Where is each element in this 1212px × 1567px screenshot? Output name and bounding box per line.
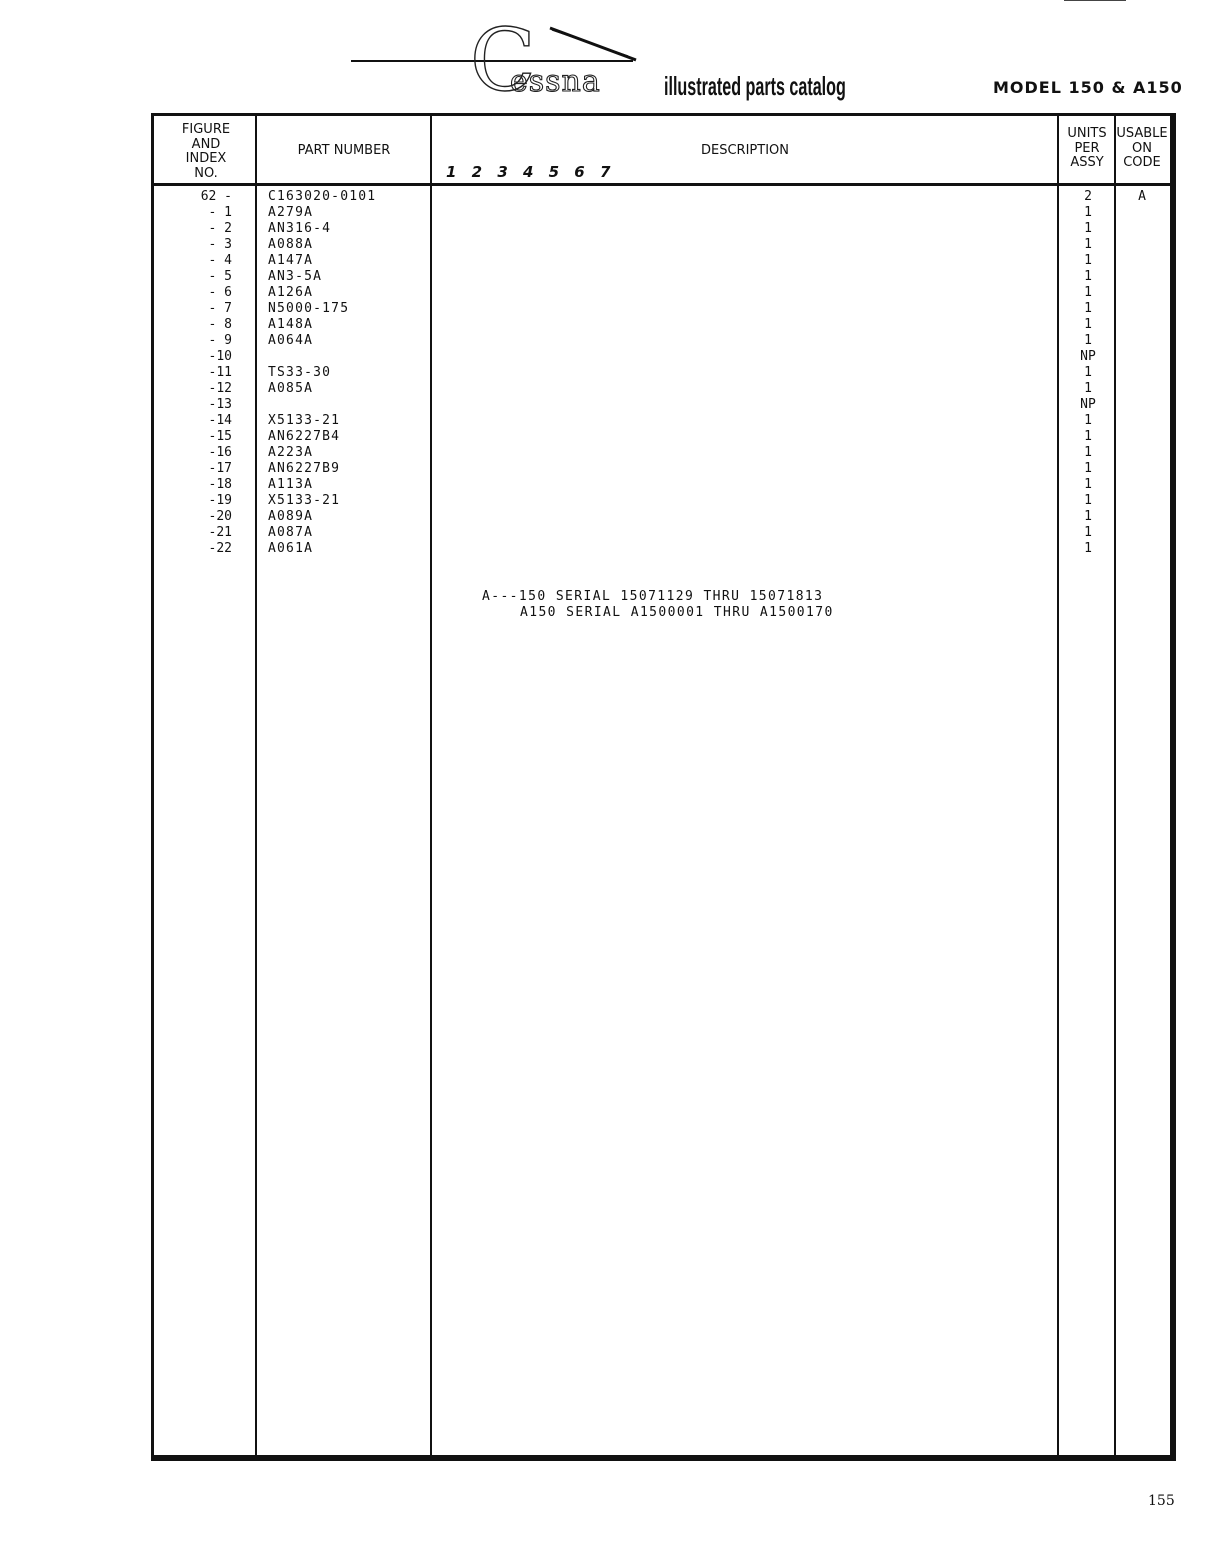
figure-index: -14: [208, 413, 232, 428]
table-row: [154, 333, 1170, 349]
units-per-assy: 2: [1084, 189, 1092, 204]
units-per-assy: 1: [1084, 301, 1092, 316]
figure-index: -21: [208, 525, 232, 540]
units-per-assy: 1: [1084, 509, 1092, 524]
logo-letter-c: C: [470, 11, 536, 111]
units-per-assy: 1: [1084, 333, 1092, 348]
figure-index: -15: [208, 429, 232, 444]
header-divider: [154, 183, 1170, 186]
table-row: [154, 477, 1170, 493]
table-row: [154, 429, 1170, 445]
figure-index: - 1: [208, 205, 232, 220]
table-row: [154, 365, 1170, 381]
units-per-assy: 1: [1084, 221, 1092, 236]
units-per-assy: 1: [1084, 381, 1092, 396]
figure-index: - 9: [208, 333, 232, 348]
figure-index: - 5: [208, 269, 232, 284]
corner-mark: [1064, 0, 1126, 1]
catalog-title: illustrated parts catalog: [664, 71, 846, 101]
units-per-assy: 1: [1084, 477, 1092, 492]
part-number: X5133-21: [268, 413, 341, 428]
column-header-part-number: PART NUMBER: [297, 143, 391, 158]
table-row: [154, 397, 1170, 413]
column-header-figure-text: FIGURE AND INDEX NO.: [181, 122, 231, 181]
column-header-units: UNITS PER ASSY: [1067, 126, 1107, 170]
part-number: AN3-5A: [268, 269, 323, 284]
part-number: A064A: [268, 333, 314, 348]
table-row: [154, 525, 1170, 541]
part-number: A279A: [268, 205, 314, 220]
figure-index: -16: [208, 445, 232, 460]
table-row: [154, 413, 1170, 429]
figure-index: - 6: [208, 285, 232, 300]
units-per-assy: NP: [1080, 397, 1096, 412]
part-number: AN6227B4: [268, 429, 341, 444]
table-row: [154, 285, 1170, 301]
units-per-assy: 1: [1084, 493, 1092, 508]
figure-index: - 7: [208, 301, 232, 316]
units-per-assy: 1: [1084, 253, 1092, 268]
part-number: A087A: [268, 525, 314, 540]
table-row: [154, 205, 1170, 221]
part-number: A126A: [268, 285, 314, 300]
serial-note: A---150 SERIAL 15071129 THRU 15071813: [482, 589, 824, 604]
cessna-logo: [0, 0, 601, 111]
table-row: [154, 541, 1170, 557]
table-row: [154, 221, 1170, 237]
part-number: TS33-30: [268, 365, 332, 380]
part-number: C163020-0101: [268, 189, 377, 204]
column-header-usable: USABLE ON CODE: [1116, 126, 1168, 170]
figure-index: - 3: [208, 237, 232, 252]
figure-index: -22: [208, 541, 232, 556]
serial-note: A150 SERIAL A1500001 THRU A1500170: [520, 605, 834, 620]
table-row: [154, 269, 1170, 285]
part-number: A223A: [268, 445, 314, 460]
part-number: A085A: [268, 381, 314, 396]
table-row: [154, 509, 1170, 525]
figure-index: -20: [208, 509, 232, 524]
units-per-assy: 1: [1084, 525, 1092, 540]
table-row: [154, 317, 1170, 333]
table-row: [154, 461, 1170, 477]
indent-scale: 1 2 3 4 5 6 7: [446, 163, 616, 181]
units-per-assy: NP: [1080, 349, 1096, 364]
units-per-assy: 1: [1084, 413, 1092, 428]
logo-wing-icon: [548, 26, 638, 62]
figure-index: -12: [208, 381, 232, 396]
figure-index: 62 -: [200, 189, 232, 204]
figure-index: - 4: [208, 253, 232, 268]
table-row: [154, 349, 1170, 365]
logo-wordmark: essna: [510, 64, 601, 99]
table-row: [154, 381, 1170, 397]
column-header-figure: [156, 123, 256, 181]
part-number: A088A: [268, 237, 314, 252]
figure-index: -10: [208, 349, 232, 364]
part-number: X5133-21: [268, 493, 341, 508]
part-number: A061A: [268, 541, 314, 556]
column-header-description: DESCRIPTION: [701, 143, 789, 158]
figure-index: - 2: [208, 221, 232, 236]
part-number: A147A: [268, 253, 314, 268]
units-per-assy: 1: [1084, 365, 1092, 380]
table-row: [154, 493, 1170, 509]
part-number: N5000-175: [268, 301, 350, 316]
table-row: [154, 301, 1170, 317]
part-number: AN6227B9: [268, 461, 341, 476]
units-per-assy: 1: [1084, 205, 1092, 220]
table-row: [154, 237, 1170, 253]
usable-code: A: [1138, 189, 1146, 204]
part-number: A148A: [268, 317, 314, 332]
figure-index: -17: [208, 461, 232, 476]
units-per-assy: 1: [1084, 541, 1092, 556]
figure-index: -11: [208, 365, 232, 380]
table-row: [154, 253, 1170, 269]
units-per-assy: 1: [1084, 237, 1092, 252]
units-per-assy: 1: [1084, 317, 1092, 332]
units-per-assy: 1: [1084, 285, 1092, 300]
page-number: 155: [1148, 1493, 1175, 1509]
part-number: A113A: [268, 477, 314, 492]
units-per-assy: 1: [1084, 445, 1092, 460]
model-label: MODEL 150 & A150: [993, 78, 1183, 97]
figure-index: -13: [208, 397, 232, 412]
figure-index: - 8: [208, 317, 232, 332]
figure-index: -19: [208, 493, 232, 508]
units-per-assy: 1: [1084, 269, 1092, 284]
figure-index: -18: [208, 477, 232, 492]
table-row: [154, 189, 1170, 205]
table-row: [154, 445, 1170, 461]
units-per-assy: 1: [1084, 461, 1092, 476]
part-number: AN316-4: [268, 221, 332, 236]
units-per-assy: 1: [1084, 429, 1092, 444]
part-number: A089A: [268, 509, 314, 524]
